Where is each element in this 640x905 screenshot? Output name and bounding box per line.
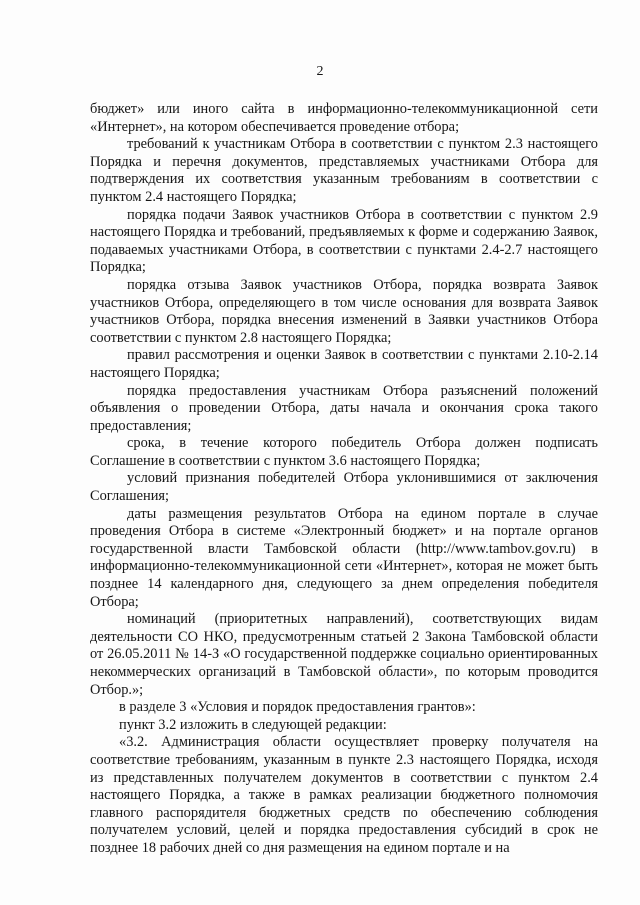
paragraph: в разделе 3 «Условия и порядок предоставления грантов»: bbox=[119, 699, 476, 716]
paragraph: порядка предоставления участникам Отбора разъяснений положений объявления о проведении Отбора, даты начала и окончания срока такого предоставления; bbox=[90, 382, 598, 434]
page-number: 2 bbox=[316, 64, 324, 79]
paragraph: номинаций (приоритетных направлений), соответствующих видам деятельности СО НКО, предусмотренным статьей 2 Закона Тамбовской области от 26.05.2011 № 14-З «О государственной поддержке социально ориентированных некоммерческих организаций в Тамбовской области», по которым проводится Отбор.»; bbox=[90, 611, 598, 698]
document-body bbox=[90, 101, 598, 858]
paragraph: «3.2. Администрация области осуществляет проверку получателя на соответствие требованиям, указанным в пункте 2.3 настоящего Порядка, исходя из представленных получателем документов в соответствии с пунктом 2.4 настоящего Порядка, а также в рамках реализации бюджетного полномочия главного распорядителя бюджетных средств по обеспечению соблюдения получателем условий, целей и порядка предоставления субсидий в срок не позднее 18 рабочих дней со дня размещения на едином портале и на bbox=[90, 734, 598, 856]
paragraph: правил рассмотрения и оценки Заявок в соответствии с пунктами 2.10-2.14 настоящего Порядка; bbox=[90, 347, 598, 381]
paragraph: пункт 3.2 изложить в следующей редакции: bbox=[119, 716, 387, 733]
paragraph: срока, в течение которого победитель Отбора должен подписать Соглашение в соответствии с пунктом 3.6 настоящего Порядка; bbox=[90, 435, 598, 469]
paragraph: порядка подачи Заявок участников Отбора в соответствии с пунктом 2.9 настоящего Порядка и требований, предъявляемых к форме и содержанию Заявок, подаваемых участниками Отбора, в соответствии с пунктами 2.4-2.7 настоящего Порядка; bbox=[90, 206, 598, 276]
paragraph: бюджет» или иного сайта в информационно-телекоммуникационной сети «Интернет», на котором обеспечивается проведение отбора; bbox=[90, 101, 598, 135]
paragraph: условий признания победителей Отбора уклонившимися от заключения Соглашения; bbox=[90, 470, 598, 505]
paragraph: даты размещения результатов Отбора на едином портале в случае проведения Отбора в системе «Электронный бюджет» и на портале органов государственной власти Тамбовской области (http://www.tambov.gov.ru) в информационно-телекоммуникационной сети «Интернет», которая не может быть позднее 14 календарного дня, следующего за днем определения победителя Отбора; bbox=[90, 505, 598, 610]
paragraph: требований к участникам Отбора в соответствии с пунктом 2.3 настоящего Порядка и перечня документов, представляемых участниками Отбора для подтверждения их соответствия указанным требованиям в соответствии с пунктом 2.4 настоящего Порядка; bbox=[90, 136, 598, 205]
paragraph: порядка отзыва Заявок участников Отбора, порядка возврата Заявок участников Отбора, определяющего в том числе основания для возврата Заявок участников Отбора, порядка внесения изменений в Заявки участников Отбора соответствии с пунктом 2.8 настоящего Порядка; bbox=[90, 276, 598, 346]
